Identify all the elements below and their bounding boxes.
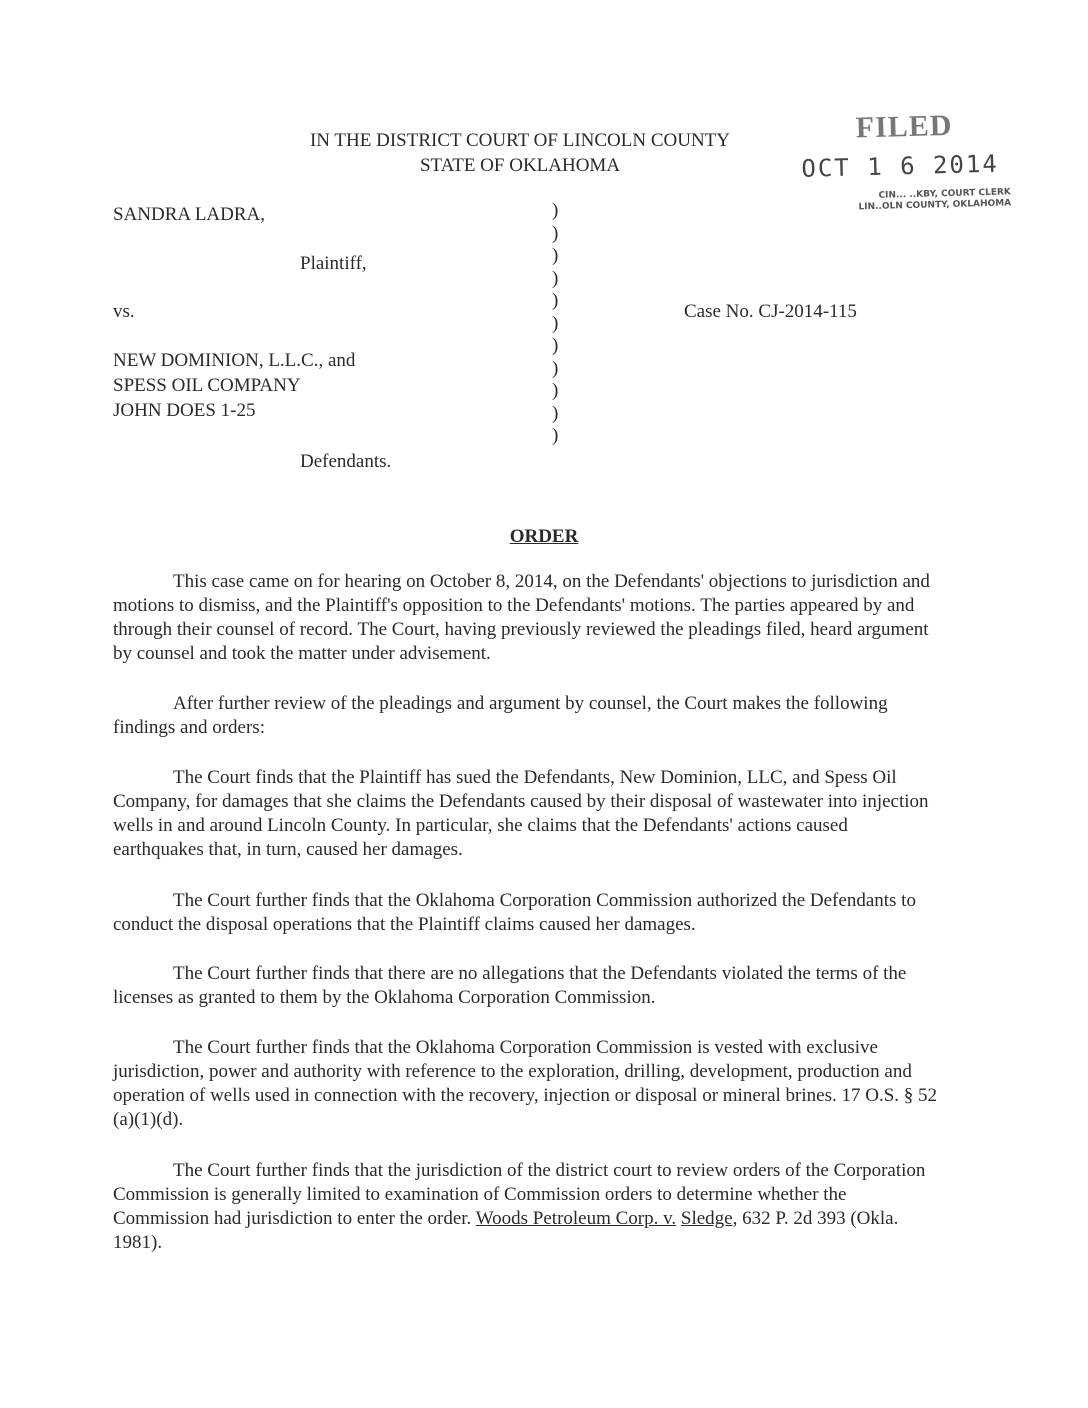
paren: ) (552, 312, 559, 334)
paren: ) (552, 335, 559, 356)
court-heading (250, 128, 790, 178)
filed-stamp-clerk (811, 187, 1012, 214)
filed-stamp-label: FILED (855, 108, 953, 145)
case-citation-reporter: , 632 P. 2d 393 (Okla. 1981). (113, 1208, 899, 1253)
court-state: STATE OF OKLAHOMA (419, 155, 621, 176)
paren: ) (552, 267, 559, 289)
paren: ) (552, 290, 559, 311)
defendant-spess-oil: SPESS OIL COMPANY (113, 375, 301, 396)
versus-label: vs. (113, 301, 135, 322)
caption-parentheses (552, 200, 572, 448)
filed-stamp-date: OCT 1 6 2014 (801, 149, 1000, 183)
order-paragraph: The Court finds that the Plaintiff has sued the Defendants, New Dominion, LLC, and Spess Oil Company, for damages that she claims the Defendants caused by their disposal of wastewater into injection wells in and around Lincoln County. In particular, she claims that the Defendants' actions caused earthquakes that, in turn, caused her damages. (113, 767, 929, 860)
clerk-line-2: LIN..OLN COUNTY, OKLAHOMA (858, 198, 1012, 213)
order-paragraph-citation (113, 1159, 943, 1255)
case-number: Case No. CJ-2014-115 (684, 301, 857, 322)
paragraph-text: The Court further finds that the jurisdiction of the district court to review orders of the Corporation Commission is generally limited to examination of Commission orders to determine whether the Commission had jurisdiction to enter the order. (113, 1160, 926, 1229)
paren: ) (552, 357, 559, 379)
paren: ) (552, 380, 559, 401)
order-paragraph: This case came on for hearing on October 8, 2014, on the Defendants' objections to jurisdiction and motions to dismiss, and the Plaintiff's opposition to the Defendants' motions. The parties appeared by and through their counsel of record. The Court, having previously reviewed the pleadings filed, heard argument by counsel and took the matter under advisement. (113, 571, 930, 664)
paren: ) (552, 222, 559, 244)
court-name: IN THE DISTRICT COURT OF LINCOLN COUNTY (309, 130, 731, 151)
case-citation-name-a: Woods Petroleum Corp. v. (475, 1208, 677, 1229)
paren: ) (552, 245, 559, 266)
defendants-label: Defendants. (300, 451, 392, 472)
case-citation-name-b: Sledge (680, 1208, 733, 1229)
filed-stamp (801, 107, 1012, 214)
order-paragraph: The Court further finds that the Oklahoma Corporation Commission is vested with exclusive jurisdiction, power and authority with reference to the exploration, drilling, development, production and operation of wells used in connection with the recovery, injection or disposal or mineral brines. 17 O.S. § 52 (a)(1)(d). (113, 1037, 938, 1130)
defendant-john-does: JOHN DOES 1-25 (113, 400, 256, 421)
defendant-new-dominion: NEW DOMINION, L.L.C., and (113, 350, 356, 371)
plaintiff-name: SANDRA LADRA, (113, 204, 266, 225)
order-title: ORDER (509, 526, 579, 547)
paren: ) (552, 200, 559, 221)
order-paragraph: The Court further finds that there are no allegations that the Defendants violated the terms of the licenses as granted to them by the Oklahoma Corporation Commission. (113, 963, 907, 1008)
order-paragraph: After further review of the pleadings and argument by counsel, the Court makes the following findings and orders: (113, 693, 888, 738)
paren: ) (552, 425, 559, 446)
order-paragraph: The Court further finds that the Oklahoma Corporation Commission authorized the Defendants to conduct the disposal operations that the Plaintiff claims caused her damages. (113, 890, 916, 935)
plaintiff-label: Plaintiff, (300, 253, 367, 274)
paren: ) (552, 402, 559, 424)
clerk-line-1: CIN... ..KBY, COURT CLERK (878, 187, 1011, 201)
